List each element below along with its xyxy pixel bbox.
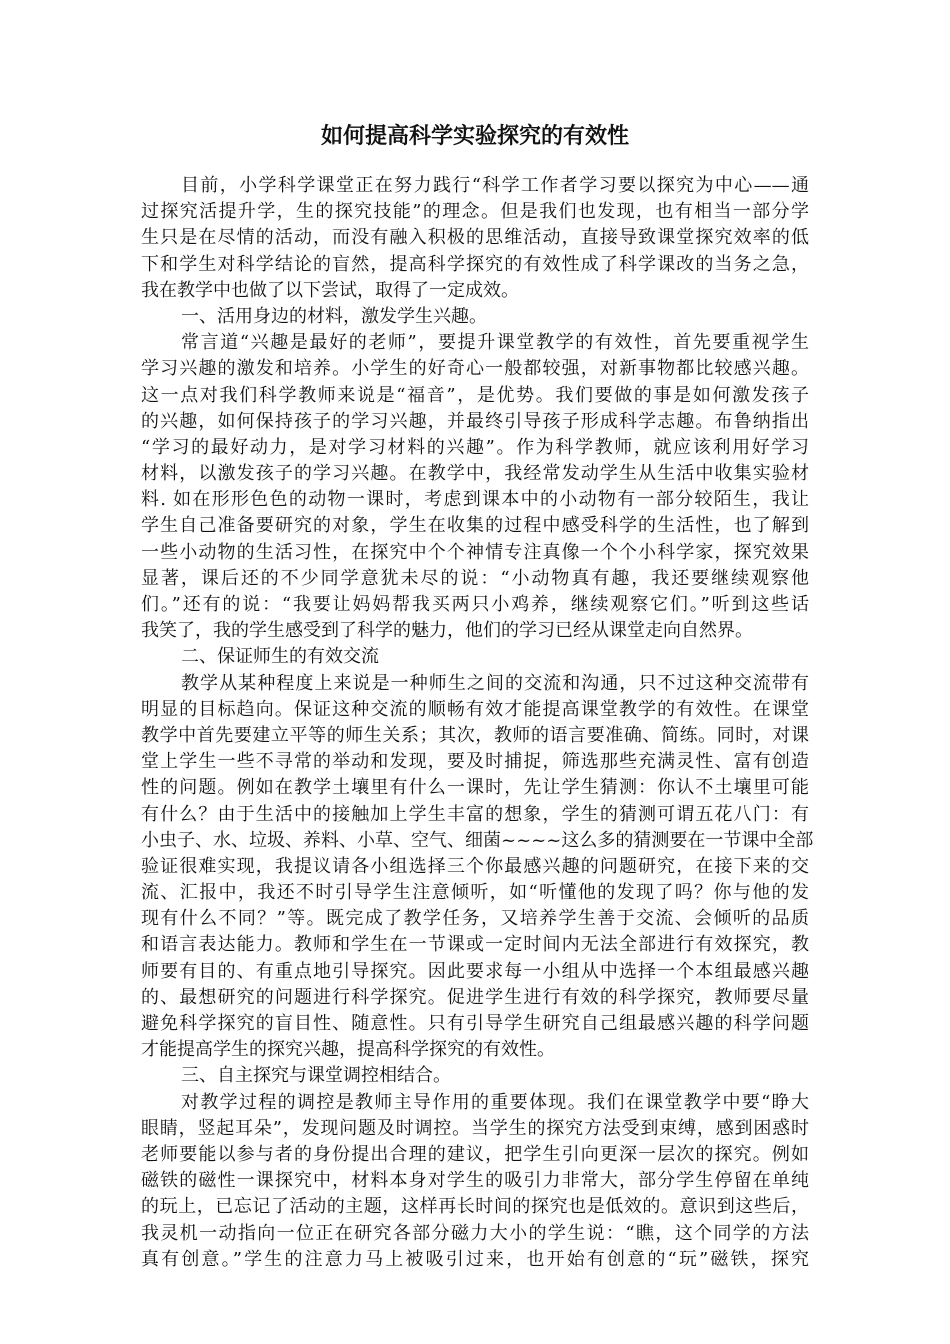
text-line: 常言道“兴趣是最好的老师”，要提升课堂教学的有效性，首先要重视学生 [181, 332, 809, 354]
text-line: 明显的目标趋向。保证这种交流的顺畅有效才能提高课堂教学的有效性。在课堂 [141, 698, 809, 720]
text-line: 性的问题。例如在教学土壤里有什么一课时，先让学生猜测：你认不土壤里可能 [141, 777, 809, 799]
text-line: 这一点对我们科学教师来说是“福音”，是优势。我们要做的事是如何激发孩子 [141, 384, 809, 406]
text-line: 流、汇报中，我还不时引导学生注意倾听，如“听懂他的发现了吗？你与他的发 [141, 882, 809, 904]
text-line: 过探究活提升学，生的探究技能”的理念。但是我们也发现，也有相当一部分学 [141, 201, 809, 223]
text-line: 眼睛，竖起耳朵”，发现问题及时调控。当学生的探究方法受到束缚，感到困惑时 [141, 1117, 809, 1139]
text-line: 一、活用身边的材料，激发学生兴趣。 [181, 305, 487, 327]
text-line: 教学从某种程度上来说是一种师生之间的交流和沟通，只不过这种交流带有 [181, 672, 809, 694]
text-line: 一些小动物的生活习性，在探究中个个神情专注真像一个个小科学家，探究效果 [141, 541, 809, 563]
text-line: “学习的最好动力，是对学习材料的兴趣”。作为科学教师，就应该利用好学习 [141, 436, 809, 458]
text-line: 师要有目的、有重点地引导探究。因此要求每一小组从中选择一个本组最感兴趣 [141, 960, 809, 982]
text-line: 磁铁的磁性一课探究中，材料本身对学生的吸引力非常大，部分学生停留在单纯 [141, 1170, 809, 1192]
page-title: 如何提高科学实验探究的有效性 [320, 123, 629, 149]
document-body [141, 173, 814, 1273]
text-line: 真有创意。”学生的注意力马上被吸引过来，也开始有创意的“玩”磁铁，探究 [141, 1248, 809, 1270]
text-line: 小虫子、水、垃圾、养料、小草、空气、细菌~~~~这么多的猜测要在一节课中全部 [141, 829, 814, 851]
text-line: 对教学过程的调控是教师主导作用的重要体现。我们在课堂教学中要“睁大 [181, 1091, 809, 1113]
text-line: 避免科学探究的盲目性、随意性。只有引导学生研究自己组最感兴趣的科学问题 [141, 1013, 809, 1034]
text-line: 老师要能以参与者的身份提出合理的建议，把学生引向更深一层次的探究。例如 [141, 1143, 809, 1165]
text-line: 下和学生对科学结论的盲然，提高科学探究的有效性成了科学课改的当务之急， [141, 253, 809, 275]
text-line: 二、保证师生的有效交流 [181, 646, 379, 668]
text-line: 生只是在尽情的活动，而没有融入积极的思维活动，直接导致课堂探究效率的低 [141, 227, 809, 249]
text-line: 我笑了，我的学生感受到了科学的魅力，他们的学习已经从课堂走向自然界。 [141, 620, 753, 642]
text-line: 的玩上，已忘记了活动的主题，这样再长时间的探究也是低效的。意识到这些后， [141, 1196, 809, 1218]
text-line: 显著，课后还的不少同学意犹未尽的说：“小动物真有趣，我还要继续观察他 [141, 567, 809, 589]
text-line: 有什么？由于生活中的接触加上学生丰富的想象，学生的猜测可谓五花八门：有 [141, 803, 809, 825]
text-line: 我灵机一动指向一位正在研究各部分磁力大小的学生说：“瞧，这个同学的方法 [141, 1222, 809, 1244]
text-line: 三、自主探究与课堂调控相结合。 [181, 1065, 451, 1087]
text-line: 现有什么不同？”等。既完成了教学任务，又培养学生善于交流、会倾听的品质 [141, 908, 809, 930]
text-line: 和语言表达能力。教师和学生在一节课或一定时间内无法全部进行有效探究，教 [141, 934, 809, 956]
text-line: 的、最想研究的问题进行科学探究。促进学生进行有效的科学探究，教师要尽量 [141, 986, 809, 1008]
text-line: 料. 如在形形色色的动物一课时，考虑到课本中的小动物有一部分较陌生，我让 [141, 489, 809, 511]
text-line: 们。”还有的说：“我要让妈妈帮我买两只小鸡养，继续观察它们。”听到这些话 [141, 594, 809, 615]
text-line: 材料，以激发孩子的学习兴趣。在教学中，我经常发动学生从生活中收集实验材 [141, 463, 809, 485]
text-line: 才能提高学生的探究兴趣，提高科学探究的有效性。 [141, 1039, 555, 1061]
text-line: 目前，小学科学课堂正在努力践行“科学工作者学习要以探究为中心——通 [181, 175, 809, 196]
text-line: 的兴趣，如何保持孩子的学习兴趣，并最终引导孩子形成科学志趣。布鲁纳指出 [141, 410, 809, 432]
text-line: 堂上学生一些不寻常的举动和发现，要及时捕捉，筛选那些充满灵性、富有创造 [141, 751, 809, 773]
text-line: 学习兴趣的激发和培养。小学生的好奇心一般都较强，对新事物都比较感兴趣。 [141, 358, 809, 380]
text-line: 验证很难实现，我提议请各小组选择三个你最感兴趣的问题研究，在接下来的交 [141, 855, 809, 877]
text-line: 我在教学中也做了以下尝试，取得了一定成效。 [141, 279, 519, 301]
text-line: 学生自己准备要研究的对象，学生在收集的过程中感受科学的生活性，也了解到 [141, 515, 809, 537]
text-line: 教学中首先要建立平等的师生关系；其次，教师的语言要准确、简练。同时，对课 [141, 724, 809, 746]
